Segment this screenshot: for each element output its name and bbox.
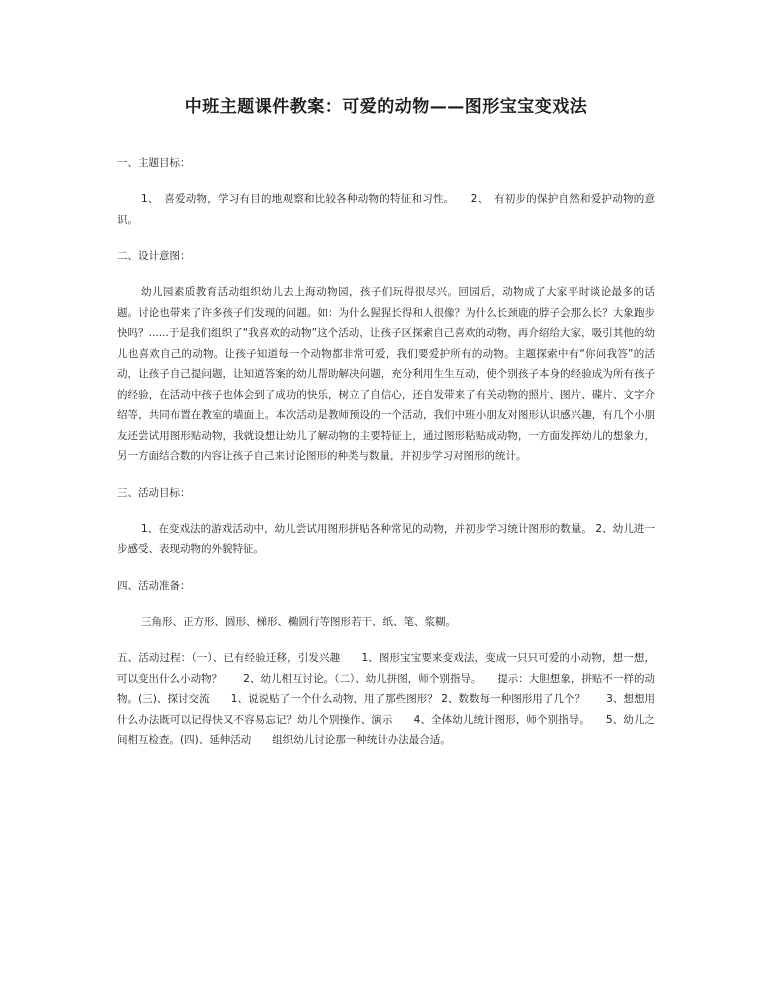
section-heading-design-intent: 二、设计意图：	[117, 250, 191, 262]
section-body-process: 五、活动过程：（一）、已有经验迁移，引发兴趣 1、图形宝宝要来变戏法，变成一只只可爱的小动物，想一想，可以变出什么小动物？ 2、幼儿相互讨论。（二）、幼儿拼图，师个别指导。 提示：大胆想象，拼贴不一样的动物。(三)、探讨交流 1、说说贴了一个什么动物，用了那些图形？ 2、数数每一种图形用了几个？ 3、想想用什么办法既可以记得快又不容易忘记？幼儿个别操作、演示 4、全体幼儿统计图形，师个别指导。 5、幼儿之间相互检查。(四)、延伸活动 组织幼儿讨论那一种统计办法最合适。	[117, 652, 655, 746]
document-title: 中班主题课件教案：可爱的动物——图形宝宝变戏法	[184, 97, 588, 117]
section-heading-preparation: 四、活动准备：	[117, 579, 191, 592]
section-body-goals: 1、 喜爱动物，学习有目的地观察和比较各种动物的特征和习性。 2、 有初步的保护自然和爱护动物的意识。	[117, 193, 655, 226]
section-body-design-intent: 幼儿园素质教育活动组织幼儿去上海动物园，孩子们玩得很尽兴。回园后，动物成了大家平时谈论最多的话题。讨论也带来了许多孩子们发现的问题。如：为什么猩猩长得和人很像？为什么长颈鹿的脖子会那么长？大象跑步快吗？......于是我们组织了“我喜欢的动物”这个活动，让孩子区探索自己喜欢的动物，再介绍给大家，吸引其他的幼儿也喜欢自己的动物。让孩子知道每一个动物都非常可爱，我们要爱护所有的动物。主题探索中有“你问我答”的活动，让孩子自己提问题，让知道答案的幼儿帮助解决问题，充分利用生生互动，使个别孩子本身的经验成为所有孩子的经验，在活动中孩子也体会到了成功的快乐，树立了自信心，还自发带来了有关动物的照片、图片、碟片、文字介绍等，共同布置在教室的墙面上。本次活动是教师预设的一个活动，我们中班小朋友对图形认识感兴趣，有几个小朋友还尝试用图形贴动物，我就设想让幼儿了解动物的主要特征上，通过图形粘贴成动物，一方面发挥幼儿的想象力，另一方面结合数的内容让孩子自己来讨论图形的种类与数量，并初步学习对图形的统计。	[117, 286, 655, 462]
section-heading-activity-goals: 三、活动目标：	[117, 486, 191, 499]
section-heading-goals: 一、主题目标：	[117, 157, 191, 169]
section-body-preparation: 三角形、正方形、圆形、梯形、椭圆行等图形若干、纸、笔、浆糊。	[141, 615, 456, 628]
document-page	[117, 92, 655, 767]
section-body-activity-goals: 1、在变戏法的游戏活动中，幼儿尝试用图形拼贴各种常见的动物，并初步学习统计图形的数量。 2、幼儿进一步感受、表现动物的外貌特征。	[117, 522, 655, 555]
